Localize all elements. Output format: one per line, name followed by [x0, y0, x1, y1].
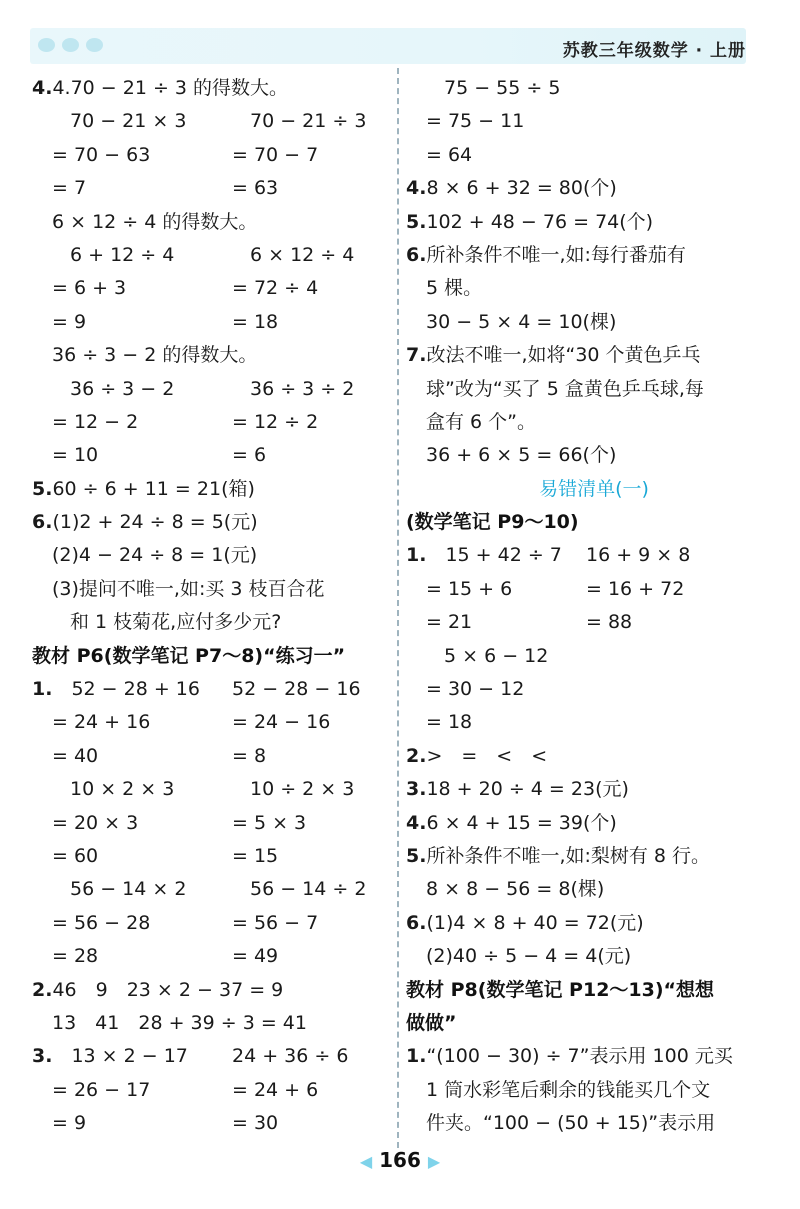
line-text: 60 ÷ 6 + 11 = 21(箱) [52, 477, 255, 500]
text-line [32, 172, 394, 205]
text-line [32, 640, 394, 673]
expression: = 24 + 16 [52, 711, 151, 734]
expression-second: 52 − 28 − 16 [232, 678, 361, 701]
line-text: (1)4 × 8 + 40 = 72(元) [426, 911, 644, 934]
text-line [406, 1107, 782, 1140]
expression: 10 × 2 × 3 [70, 778, 175, 801]
text-line [32, 272, 394, 305]
item-number: 6. [406, 911, 427, 934]
line-text: 5 × 6 − 12 [444, 644, 549, 667]
text-line [406, 373, 782, 406]
expression: = 70 − 63 [52, 143, 151, 166]
text-line [32, 373, 394, 406]
line-text: (2)40 ÷ 5 − 4 = 4(元) [426, 945, 632, 968]
item-number: 1. [32, 678, 53, 701]
dot-icon [38, 38, 55, 52]
column-divider [397, 68, 399, 1148]
item-number: 7. [406, 344, 427, 367]
text-line [406, 473, 782, 506]
text-line [32, 506, 394, 539]
text-line [406, 940, 782, 973]
text-line [406, 239, 782, 272]
line-text: = 64 [426, 143, 473, 166]
line-text: 36 ÷ 3 − 2 的得数大。 [52, 344, 258, 367]
section-title: 易错清单(一) [539, 477, 649, 500]
section-heading: 教材 P8(数学笔记 P12～13)“想想 [406, 978, 715, 1001]
text-line [32, 1040, 394, 1073]
expression: 15 + 42 ÷ 7 [426, 544, 562, 567]
text-line [406, 139, 782, 172]
text-line [32, 406, 394, 439]
expression: = 12 − 2 [52, 410, 139, 433]
expression-second: 70 − 21 ÷ 3 [250, 110, 367, 133]
line-text: “(100 − 30) ÷ 7”表示用 100 元买 [426, 1045, 733, 1068]
expression-second: = 5 × 3 [232, 811, 307, 834]
text-line [32, 539, 394, 572]
expression: 13 × 2 − 17 [52, 1045, 188, 1068]
text-line [406, 807, 782, 840]
line-text: 4.70 − 21 ÷ 3 的得数大。 [52, 77, 289, 99]
expression: = 28 [52, 945, 99, 968]
expression-second: = 16 + 72 [586, 577, 685, 600]
text-line [406, 406, 782, 439]
text-line [32, 339, 394, 372]
expression: 36 ÷ 3 − 2 [70, 377, 175, 400]
text-line [406, 272, 782, 305]
item-number: 3. [32, 1045, 53, 1068]
item-number: 2. [406, 744, 427, 767]
text-line [32, 239, 394, 272]
expression: = 40 [52, 744, 99, 767]
text-line [406, 873, 782, 906]
section-heading: 教材 P6(数学笔记 P7～8)“练习一” [32, 644, 346, 667]
dot-icon [86, 38, 103, 52]
expression-second: = 30 [232, 1112, 279, 1135]
text-line [406, 1040, 782, 1073]
expression-second: = 18 [232, 310, 279, 333]
item-number: 6. [32, 511, 53, 534]
text-line [406, 740, 782, 773]
line-text: 36 + 6 × 5 = 66(个) [426, 444, 617, 467]
text-line [406, 974, 782, 1007]
text-line [32, 306, 394, 339]
expression-second: = 12 ÷ 2 [232, 410, 319, 433]
text-line [32, 706, 394, 739]
expression: = 10 [52, 444, 99, 467]
expression: = 20 × 3 [52, 811, 139, 834]
text-line [32, 573, 394, 606]
expression-second: 56 − 14 ÷ 2 [250, 878, 367, 901]
line-text: 8 × 8 − 56 = 8(棵) [426, 878, 605, 901]
text-line [32, 206, 394, 239]
item-number: 1. [406, 1045, 427, 1068]
expression: = 56 − 28 [52, 911, 151, 934]
header-dots [38, 38, 103, 52]
expression-second: 6 × 12 ÷ 4 [250, 243, 355, 266]
line-text: 改法不唯一,如将“30 个黄色乒乓 [426, 344, 701, 367]
line-text: 5 棵。 [426, 277, 483, 300]
item-number: 4. [32, 77, 53, 99]
text-line [406, 773, 782, 806]
text-line [32, 840, 394, 873]
text-line [406, 840, 782, 873]
text-line [32, 1107, 394, 1140]
line-text: 球”改为“买了 5 盒黄色乒乓球,每 [426, 377, 704, 400]
right-column [406, 72, 782, 1141]
expression: 70 − 21 × 3 [70, 110, 187, 133]
line-text: 6 × 4 + 15 = 39(个) [426, 811, 617, 834]
item-number: 5. [406, 844, 427, 867]
expression: 6 + 12 ÷ 4 [70, 243, 175, 266]
text-line [406, 1007, 782, 1040]
line-text: 和 1 枝菊花,应付多少元? [70, 611, 282, 634]
text-line [32, 439, 394, 472]
line-text: (2)4 − 24 ÷ 8 = 1(元) [52, 544, 258, 567]
expression-second: 16 + 9 × 8 [586, 544, 691, 567]
text-line [32, 773, 394, 806]
text-line [32, 139, 394, 172]
section-heading: 做做” [406, 1011, 457, 1034]
text-line [32, 72, 394, 105]
line-text: 18 + 20 ÷ 4 = 23(元) [426, 778, 629, 801]
expression: 56 − 14 × 2 [70, 878, 187, 901]
section-heading: (数学笔记 P9～10) [406, 511, 579, 534]
expression: = 7 [52, 177, 87, 200]
item-number: 6. [406, 243, 427, 266]
expression-second: = 15 [232, 844, 279, 867]
expression-second: = 8 [232, 744, 267, 767]
item-number: 1. [406, 544, 427, 567]
expression: = 21 [426, 611, 473, 634]
line-text: (1)2 + 24 ÷ 8 = 5(元) [52, 511, 258, 534]
expression-second: = 24 + 6 [232, 1078, 319, 1101]
expression-second: = 49 [232, 945, 279, 968]
line-text: 1 筒水彩笔后剩余的钱能买几个文 [426, 1078, 711, 1101]
text-line [406, 907, 782, 940]
line-text: 所补条件不唯一,如:梨树有 8 行。 [426, 844, 711, 867]
line-text: 8 × 6 + 32 = 80(个) [426, 177, 617, 200]
line-text: 30 − 5 × 4 = 10(棵) [426, 310, 617, 333]
text-line [406, 640, 782, 673]
expression: = 6 + 3 [52, 277, 127, 300]
line-text: 13 41 28 + 39 ÷ 3 = 41 [52, 1011, 307, 1034]
triangle-right-icon: ▶ [427, 1152, 441, 1171]
item-number: 3. [406, 778, 427, 801]
text-line [406, 172, 782, 205]
text-line [406, 206, 782, 239]
expression: 52 − 28 + 16 [52, 678, 200, 701]
book-title: 苏教三年级数学 · 上册 [562, 41, 746, 61]
text-line [406, 606, 782, 639]
expression: = 26 − 17 [52, 1078, 151, 1101]
left-column [32, 72, 394, 1141]
text-line [406, 339, 782, 372]
text-line [406, 573, 782, 606]
text-line [406, 706, 782, 739]
item-number: 2. [32, 978, 53, 1001]
item-number: 4. [406, 177, 427, 200]
text-line [406, 506, 782, 539]
expression-second: 10 ÷ 2 × 3 [250, 778, 355, 801]
item-number: 5. [32, 477, 53, 500]
line-text: 所补条件不唯一,如:每行番茄有 [426, 243, 686, 266]
expression-second: = 6 [232, 444, 267, 467]
line-text: = 30 − 12 [426, 678, 525, 701]
expression-second: = 88 [586, 611, 633, 634]
text-line [406, 72, 782, 105]
expression-second: 24 + 36 ÷ 6 [232, 1045, 349, 1068]
line-text: = 75 − 11 [426, 110, 525, 133]
text-line [32, 907, 394, 940]
expression-second: = 72 ÷ 4 [232, 277, 319, 300]
text-line [406, 539, 782, 572]
text-line [32, 873, 394, 906]
expression: = 15 + 6 [426, 577, 513, 600]
text-line [406, 306, 782, 339]
item-number: 4. [406, 811, 427, 834]
expression: = 9 [52, 1112, 87, 1135]
line-text: 46 9 23 × 2 − 37 = 9 [52, 978, 284, 1001]
expression-second: = 56 − 7 [232, 911, 319, 934]
page-number-text: 166 [379, 1148, 421, 1172]
line-text: = 18 [426, 711, 473, 734]
text-line [406, 105, 782, 138]
page-number [0, 1148, 800, 1172]
text-line [32, 473, 394, 506]
line-text: 6 × 12 ÷ 4 的得数大。 [52, 210, 258, 233]
text-line [32, 1074, 394, 1107]
triangle-left-icon: ◀ [359, 1152, 373, 1171]
text-line [406, 673, 782, 706]
text-line [406, 1074, 782, 1107]
expression-second: = 63 [232, 177, 279, 200]
text-line [406, 439, 782, 472]
text-line [32, 673, 394, 706]
line-text: (3)提问不唯一,如:买 3 枝百合花 [52, 577, 325, 600]
expression: = 60 [52, 844, 99, 867]
expression: = 9 [52, 310, 87, 333]
text-line [32, 940, 394, 973]
line-text: 75 − 55 ÷ 5 [444, 77, 561, 99]
dot-icon [62, 38, 79, 52]
text-line [32, 606, 394, 639]
line-text: 盒有 6 个”。 [426, 410, 537, 433]
item-number: 5. [406, 210, 427, 233]
expression-second: 36 ÷ 3 ÷ 2 [250, 377, 355, 400]
line-text: 件夹。“100 − (50 + 15)”表示用 [426, 1112, 716, 1135]
line-text: 102 + 48 − 76 = 74(个) [426, 210, 654, 233]
expression-second: = 24 − 16 [232, 711, 331, 734]
text-line [32, 974, 394, 1007]
expression-second: = 70 − 7 [232, 143, 319, 166]
text-line [32, 105, 394, 138]
line-text: > = < < [426, 744, 548, 767]
text-line [32, 740, 394, 773]
text-line [32, 807, 394, 840]
text-line [32, 1007, 394, 1040]
